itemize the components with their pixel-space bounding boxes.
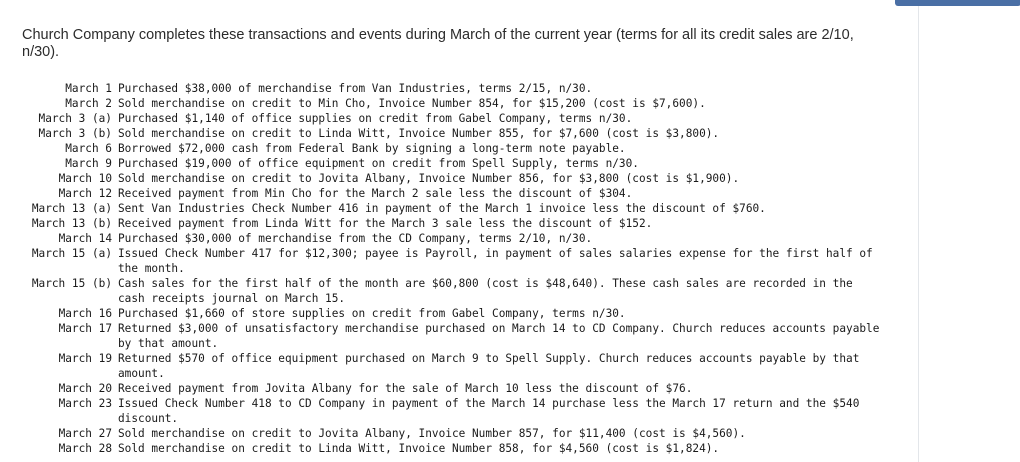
transaction-date: March 27 bbox=[58, 427, 112, 440]
transaction-row bbox=[20, 321, 890, 351]
transaction-date: March 10 bbox=[58, 172, 112, 185]
transaction-text: Issued Check Number 418 to CD Company in payment of the March 14 purchase less the March 17 return and the $540 discount. bbox=[118, 397, 860, 425]
right-side-panel bbox=[918, 0, 1020, 462]
transaction-date: March 23 bbox=[58, 397, 112, 410]
transaction-text: Sold merchandise on credit to Linda Witt, Invoice Number 858, for $4,560 (cost is $1,824). bbox=[118, 442, 720, 455]
transaction-date: March 28 bbox=[58, 442, 112, 455]
transaction-date: March 1 bbox=[65, 82, 112, 95]
transaction-row bbox=[20, 141, 890, 156]
transaction-row bbox=[20, 231, 890, 246]
transaction-text: Sold merchandise on credit to Jovita Albany, Invoice Number 856, for $3,800 (cost is $1,900). bbox=[118, 172, 740, 185]
transaction-row bbox=[20, 441, 890, 456]
transaction-row bbox=[20, 171, 890, 186]
transaction-date: March 14 bbox=[58, 232, 112, 245]
transaction-text: Purchased $1,140 of office supplies on credit from Gabel Company, terms n/30. bbox=[118, 112, 633, 125]
transaction-text: Sold merchandise on credit to Jovita Albany, Invoice Number 857, for $11,400 (cost is $4,560). bbox=[118, 427, 746, 440]
transaction-text: Purchased $30,000 of merchandise from the CD Company, terms 2/10, n/30. bbox=[118, 232, 593, 245]
transaction-text: Cash sales for the first half of the month are $60,800 (cost is $48,640). These cash sales are recorded in the cash receipts journal on March 15. bbox=[118, 277, 853, 305]
transaction-text: Sold merchandise on credit to Min Cho, Invoice Number 854, for $15,200 (cost is $7,600). bbox=[118, 97, 706, 110]
transaction-row bbox=[20, 396, 890, 426]
transaction-text: Purchased $1,660 of store supplies on credit from Gabel Company, terms n/30. bbox=[118, 307, 626, 320]
transaction-row bbox=[20, 276, 890, 306]
transaction-date: March 20 bbox=[58, 382, 112, 395]
transaction-date: March 3 (b) bbox=[38, 127, 112, 140]
transaction-row bbox=[20, 156, 890, 171]
transaction-text: Purchased $38,000 of merchandise from Van Industries, terms 2/15, n/30. bbox=[118, 82, 593, 95]
transaction-row bbox=[20, 246, 890, 276]
transaction-row bbox=[20, 111, 890, 126]
transaction-date: March 3 (a) bbox=[38, 112, 112, 125]
transaction-text: Received payment from Jovita Albany for the sale of March 10 less the discount of $76. bbox=[118, 382, 693, 395]
transaction-row bbox=[20, 306, 890, 321]
transaction-text: Returned $3,000 of unsatisfactory merchandise purchased on March 14 to CD Company. Church reduces accounts payable by that amount. bbox=[118, 322, 880, 350]
transaction-date: March 15 (b) bbox=[31, 277, 112, 290]
transaction-date: March 17 bbox=[58, 322, 112, 335]
transaction-date: March 19 bbox=[58, 352, 112, 365]
transaction-text: Borrowed $72,000 cash from Federal Bank by signing a long-term note payable. bbox=[118, 142, 626, 155]
transaction-row bbox=[20, 201, 890, 216]
transaction-text: Sold merchandise on credit to Linda Witt, Invoice Number 855, for $7,600 (cost is $3,800). bbox=[118, 127, 720, 140]
transaction-text: Returned $570 of office equipment purchased on March 9 to Spell Supply. Church reduces accounts payable by that amount. bbox=[118, 352, 860, 380]
transaction-row bbox=[20, 186, 890, 201]
transaction-list bbox=[20, 81, 890, 456]
transaction-date: March 6 bbox=[65, 142, 112, 155]
transaction-text: Received payment from Min Cho for the March 2 sale less the discount of $304. bbox=[118, 187, 633, 200]
transaction-date: March 16 bbox=[58, 307, 112, 320]
transaction-date: March 15 (a) bbox=[31, 247, 112, 260]
transaction-row bbox=[20, 81, 890, 96]
transaction-date: March 9 bbox=[65, 157, 112, 170]
transaction-date: March 13 (b) bbox=[31, 217, 112, 230]
transaction-text: Sent Van Industries Check Number 416 in payment of the March 1 invoice less the discount of $760. bbox=[118, 202, 766, 215]
transaction-row bbox=[20, 426, 890, 441]
top-accent-bar bbox=[895, 0, 1020, 6]
transaction-date: March 13 (a) bbox=[31, 202, 112, 215]
transaction-row bbox=[20, 381, 890, 396]
transaction-row bbox=[20, 126, 890, 141]
transaction-text: Received payment from Linda Witt for the March 3 sale less the discount of $152. bbox=[118, 217, 653, 230]
transaction-text: Purchased $19,000 of office equipment on credit from Spell Supply, terms n/30. bbox=[118, 157, 639, 170]
transaction-row bbox=[20, 216, 890, 231]
transaction-row bbox=[20, 96, 890, 111]
transaction-row bbox=[20, 351, 890, 381]
problem-intro: Church Company completes these transactions and events during March of the current year (terms for all its credit sales are 2/10, n/30). bbox=[22, 27, 854, 60]
transaction-date: March 12 bbox=[58, 187, 112, 200]
transaction-text: Issued Check Number 417 for $12,300; payee is Payroll, in payment of sales salaries expense for the first half of the month. bbox=[118, 247, 873, 275]
transaction-date: March 2 bbox=[65, 97, 112, 110]
